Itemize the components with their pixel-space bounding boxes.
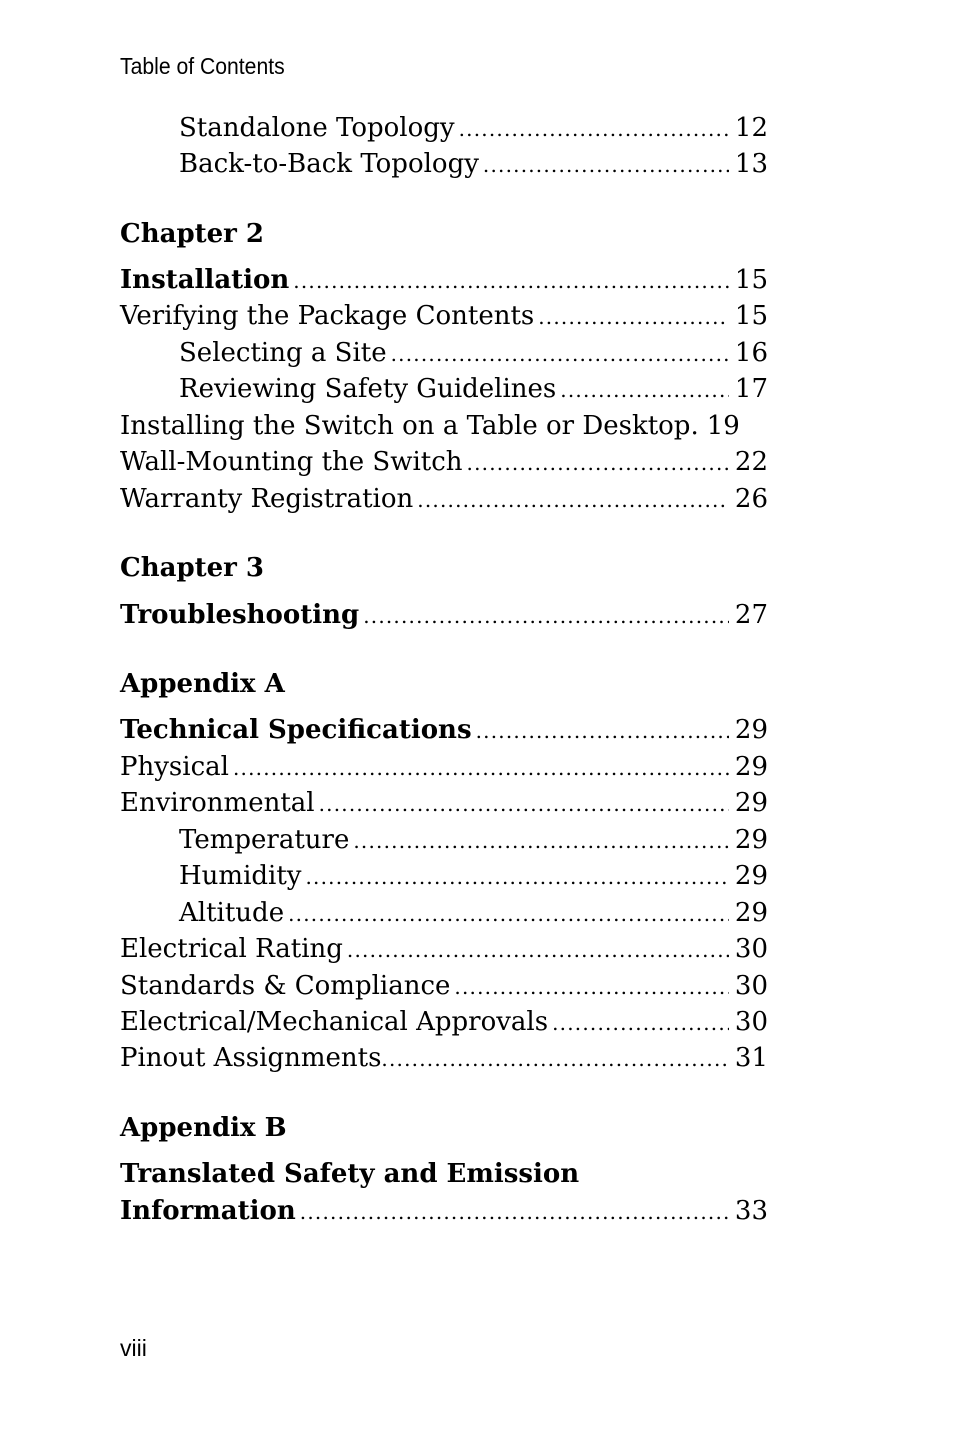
toc-entry-page: 22	[734, 447, 768, 477]
toc-entry-label: Humidity	[179, 861, 302, 891]
toc-entry-altitude[interactable]	[179, 896, 768, 930]
toc-entry-label: Technical Specifications	[120, 715, 472, 745]
toc-entry-installing-table-desktop[interactable]	[120, 409, 768, 443]
toc-entry-label: Back-to-Back Topology	[179, 149, 479, 179]
dot-leader	[233, 750, 729, 785]
toc-entry-label: Information	[120, 1196, 296, 1226]
toc-entry-page: 29	[734, 898, 768, 928]
dot-leader	[417, 482, 729, 517]
toc-entry-installation[interactable]	[120, 263, 768, 297]
dot-leader	[300, 1194, 729, 1229]
toc-entry-electrical-rating[interactable]	[120, 932, 768, 966]
dot-leader	[467, 445, 729, 480]
toc-entry-physical[interactable]	[120, 750, 768, 784]
toc-entry-label: Standalone Topology	[179, 113, 455, 143]
dot-leader	[560, 372, 729, 407]
dot-leader	[319, 786, 729, 821]
toc-entry-warranty-registration[interactable]	[120, 482, 768, 516]
toc-entry-standards-compliance[interactable]	[120, 969, 768, 1003]
toc-entry-electrical-mechanical-approvals[interactable]	[120, 1005, 768, 1039]
dot-leader	[391, 336, 729, 371]
toc-entry-page: 29	[734, 715, 768, 745]
toc-entry-page: 29	[734, 825, 768, 855]
toc-entry-pinout-assignments[interactable]	[120, 1041, 768, 1075]
toc-entry-label: Reviewing Safety Guidelines	[179, 374, 557, 404]
toc-entry-label: Warranty Registration	[120, 484, 414, 514]
toc-entry-page: 29	[734, 788, 768, 818]
toc-entry-page: 30	[734, 971, 768, 1001]
dot-leader	[381, 1041, 728, 1076]
toc-entry-label: Verifying the Package Contents	[120, 301, 535, 331]
toc-entry-label: Wall-Mounting the Switch	[120, 447, 463, 477]
chapter-2-heading: Chapter 2	[120, 219, 265, 249]
page-number: viii	[120, 1335, 147, 1361]
dot-leader	[347, 932, 729, 967]
chapter-3-heading: Chapter 3	[120, 553, 265, 583]
toc-entry-label: Installing the Switch on a Table or Desktop.	[120, 411, 699, 441]
running-header: Table of Contents	[120, 53, 285, 79]
toc-entry-page: 15	[734, 265, 768, 295]
toc-entry-information[interactable]	[120, 1194, 768, 1228]
toc-entry-label: Electrical/Mechanical Approvals	[120, 1007, 549, 1037]
toc-entry-standalone-topology[interactable]	[179, 111, 768, 145]
dot-leader	[483, 147, 729, 182]
toc-entry-label: Electrical Rating	[120, 934, 343, 964]
toc-entry-page: 12	[734, 113, 768, 143]
toc-entry-page: 15	[734, 301, 768, 331]
toc-entry-label: Pinout Assignments	[120, 1043, 382, 1073]
toc-entry-wall-mounting[interactable]	[120, 445, 768, 479]
dot-leader	[459, 111, 729, 146]
toc-entry-page: 30	[734, 1007, 768, 1037]
toc-entry-page: 13	[734, 149, 768, 179]
toc-entry-temperature[interactable]	[179, 823, 768, 857]
toc-entry-page: 16	[734, 338, 768, 368]
toc-entry-back-to-back-topology[interactable]	[179, 147, 768, 181]
toc-entry-environmental[interactable]	[120, 786, 768, 820]
toc-entry-troubleshooting[interactable]	[120, 598, 768, 632]
toc-entry-page: 19	[706, 411, 740, 441]
toc-entry-label: Selecting a Site	[179, 338, 387, 368]
toc-entry-page: 29	[734, 752, 768, 782]
dot-leader	[363, 598, 729, 633]
dot-leader	[288, 896, 729, 931]
toc-entry-humidity[interactable]	[179, 859, 768, 893]
toc-entry-safety-guidelines[interactable]	[179, 372, 768, 406]
toc-entry-label: Environmental	[120, 788, 315, 818]
dot-leader	[305, 859, 728, 894]
dot-leader	[476, 713, 729, 748]
toc-entry-technical-specifications[interactable]	[120, 713, 768, 747]
toc-entry-verifying-package[interactable]	[120, 299, 768, 333]
dot-leader	[353, 823, 729, 858]
toc-entry-label: Temperature	[179, 825, 350, 855]
toc-entry-page: 27	[734, 600, 768, 630]
dot-leader	[454, 969, 728, 1004]
toc-entry-label: Physical	[120, 752, 229, 782]
toc-entry-page: 30	[734, 934, 768, 964]
toc-entry-label: Troubleshooting	[120, 600, 360, 630]
appendix-b-heading: Appendix B	[120, 1113, 287, 1143]
toc-entry-selecting-site[interactable]	[179, 336, 768, 370]
toc-entry-label: Installation	[120, 265, 290, 295]
dot-leader	[293, 263, 729, 298]
dot-leader	[538, 299, 729, 334]
toc-entry-page: 26	[734, 484, 768, 514]
toc-entry-page: 33	[734, 1196, 768, 1226]
toc-entry-label: Standards & Compliance	[120, 971, 451, 1001]
toc-entry-label: Altitude	[179, 898, 285, 928]
appendix-a-heading: Appendix A	[120, 669, 285, 699]
toc-entry-page: 29	[734, 861, 768, 891]
toc-entry-page: 17	[734, 374, 768, 404]
dot-leader	[552, 1005, 729, 1040]
toc-entry-translated-safety-title[interactable]: Translated Safety and Emission	[120, 1159, 580, 1189]
toc-entry-page: 31	[734, 1043, 768, 1073]
